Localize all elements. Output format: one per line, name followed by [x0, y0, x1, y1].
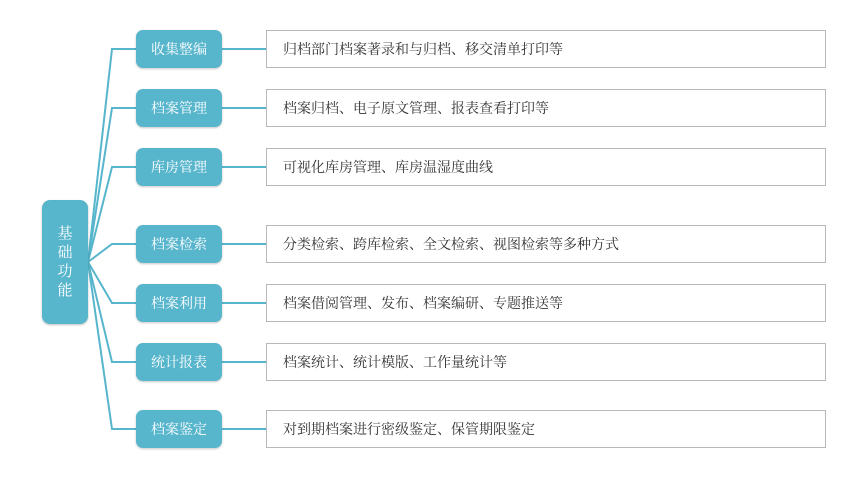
category-node[interactable] [136, 89, 222, 127]
description-text: 归档部门档案著录和与归档、移交清单打印等 [283, 41, 563, 57]
description-text: 分类检索、跨库检索、全文检索、视图检索等多种方式 [283, 236, 619, 252]
branch-row [0, 148, 864, 194]
category-node-label: 统计报表 [151, 354, 207, 370]
category-node-label: 档案鉴定 [151, 421, 207, 437]
category-node[interactable] [136, 148, 222, 186]
category-node[interactable] [136, 343, 222, 381]
category-node-label: 档案利用 [151, 295, 207, 311]
description-text: 档案归档、电子原文管理、报表查看打印等 [283, 100, 549, 116]
branch-row [0, 343, 864, 389]
branch-row [0, 89, 864, 135]
description-text: 可视化库房管理、库房温湿度曲线 [283, 159, 493, 175]
root-node-label: 基础功能 [57, 225, 73, 299]
description-box [266, 284, 826, 322]
branch-row [0, 30, 864, 76]
category-node[interactable] [136, 225, 222, 263]
category-node-label: 档案管理 [151, 100, 207, 116]
description-text: 档案借阅管理、发布、档案编研、专题推送等 [283, 295, 563, 311]
category-node-label: 库房管理 [151, 159, 207, 175]
description-text: 对到期档案进行密级鉴定、保管期限鉴定 [283, 421, 535, 437]
category-node[interactable] [136, 410, 222, 448]
description-box [266, 148, 826, 186]
category-node[interactable] [136, 30, 222, 68]
category-node[interactable] [136, 284, 222, 322]
branch-row [0, 225, 864, 271]
description-text: 档案统计、统计模版、工作量统计等 [283, 354, 507, 370]
category-node-label: 档案检索 [151, 236, 207, 252]
category-node-label: 收集整编 [151, 41, 207, 57]
description-box [266, 225, 826, 263]
description-box [266, 343, 826, 381]
description-box [266, 30, 826, 68]
branch-row [0, 410, 864, 456]
description-box [266, 89, 826, 127]
description-box [266, 410, 826, 448]
branch-row [0, 284, 864, 330]
